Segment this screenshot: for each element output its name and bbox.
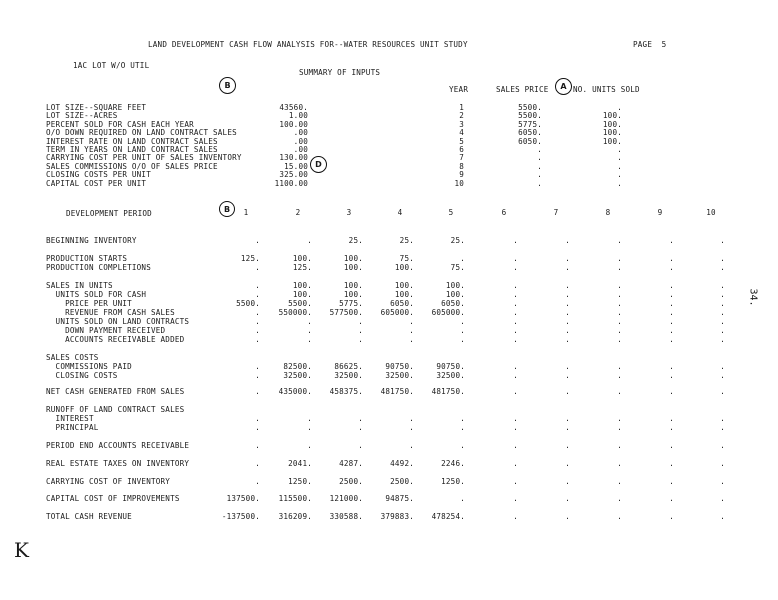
input-value: 1.00 <box>288 111 308 121</box>
flow-value-cell: 379883. <box>380 512 414 521</box>
flow-value-cell: . <box>617 326 622 335</box>
flow-value-cell: 4287. <box>339 459 363 468</box>
flow-value-cell: . <box>513 459 518 468</box>
flow-value-cell: . <box>565 371 570 380</box>
price-cell: . <box>537 145 542 154</box>
flow-value-cell: 75. <box>450 263 465 272</box>
year-cell: 4 <box>459 128 464 138</box>
flow-value-cell: 435000. <box>278 387 312 396</box>
flow-value-cell: . <box>617 494 622 503</box>
flow-value-cell: 100. <box>343 263 363 272</box>
input-value: 100.00 <box>279 119 308 129</box>
flow-value-cell: 2500. <box>339 477 363 486</box>
units-cell: . <box>617 153 622 163</box>
flow-value-cell: . <box>720 423 725 432</box>
flow-value-cell: . <box>617 263 622 272</box>
flow-value-cell: . <box>409 441 414 450</box>
flow-value-cell: . <box>513 423 518 432</box>
flow-value-cell: 2041. <box>288 459 312 468</box>
flow-value-cell: . <box>720 308 725 317</box>
flow-value-cell: . <box>669 371 674 380</box>
flow-value-cell: . <box>720 326 725 335</box>
year-cell: 3 <box>459 119 464 129</box>
flow-value-cell: . <box>255 236 260 245</box>
flow-value-cell: . <box>669 335 674 344</box>
units-cell: 100. <box>602 119 622 129</box>
flow-value-cell: . <box>255 441 260 450</box>
flow-value-cell: 90750. <box>436 362 465 371</box>
flow-value-cell: . <box>565 263 570 272</box>
input-label: SALES COMMISSIONS O/O OF SALES PRICE <box>46 161 218 171</box>
flow-row-label: SALES IN UNITS <box>46 281 113 290</box>
flow-value-cell: 5500. <box>288 299 312 308</box>
flow-value-cell: 90750. <box>385 362 414 371</box>
flow-row-label: UNITS SOLD ON LAND CONTRACTS <box>46 317 190 326</box>
input-value: 130.00 <box>279 153 308 163</box>
flow-value-cell: 481750. <box>380 387 414 396</box>
year-cell: 7 <box>459 153 464 163</box>
price-cell: 5500. <box>518 103 542 112</box>
flow-value-cell: 100. <box>343 281 363 290</box>
flow-value-cell: . <box>255 477 260 486</box>
flow-value-cell: . <box>669 477 674 486</box>
price-cell: . <box>537 153 542 163</box>
flow-value-cell: . <box>669 387 674 396</box>
flow-value-cell: . <box>255 281 260 290</box>
flow-value-cell: . <box>720 414 725 423</box>
year-cell: 6 <box>459 145 464 154</box>
flow-value-cell: . <box>255 414 260 423</box>
page-number: PAGE 5 <box>633 40 667 49</box>
input-value: 15.00 <box>284 161 308 171</box>
flow-value-cell: 100. <box>292 281 312 290</box>
flow-value-cell: 6050. <box>390 299 414 308</box>
flow-value-cell: 82500. <box>283 362 312 371</box>
flow-value-cell: 4492. <box>390 459 414 468</box>
year-cell: 1 <box>459 103 464 112</box>
flow-value-cell: 32500. <box>283 371 312 380</box>
flow-value-cell: . <box>720 362 725 371</box>
flow-value-cell: . <box>617 459 622 468</box>
units-cell: . <box>617 145 622 154</box>
flow-row-label: PERIOD END ACCOUNTS RECEIVABLE <box>46 441 190 450</box>
flow-value-cell: 25. <box>450 236 465 245</box>
flow-value-cell: . <box>617 477 622 486</box>
flow-value-cell: . <box>669 290 674 299</box>
flow-value-cell: . <box>358 441 363 450</box>
flow-value-cell: . <box>513 281 518 290</box>
flow-value-cell: 458375. <box>329 387 363 396</box>
flow-value-cell: . <box>255 326 260 335</box>
flow-value-cell: . <box>720 254 725 263</box>
flow-value-cell: . <box>617 335 622 344</box>
flow-value-cell: . <box>669 423 674 432</box>
flow-value-cell: . <box>565 414 570 423</box>
year-cell: 8 <box>459 161 464 171</box>
flow-value-cell: . <box>513 236 518 245</box>
input-value: .00 <box>293 145 308 154</box>
flow-value-cell: . <box>307 236 312 245</box>
flow-value-cell: . <box>513 512 518 521</box>
flow-value-cell: . <box>617 512 622 521</box>
flow-row-label: CAPITAL COST OF IMPROVEMENTS <box>46 494 180 503</box>
flow-value-cell: . <box>409 423 414 432</box>
flow-value-cell: . <box>617 281 622 290</box>
flow-value-cell: . <box>565 290 570 299</box>
flow-row-label: ACCOUNTS RECEIVABLE ADDED <box>46 335 185 344</box>
flow-value-cell: . <box>669 414 674 423</box>
flow-value-cell: 25. <box>399 236 414 245</box>
input-label: O/O DOWN REQUIRED ON LAND CONTRACT SALES <box>46 128 237 138</box>
flow-value-cell: 1250. <box>288 477 312 486</box>
marker-b-circle: B <box>219 77 236 94</box>
flow-value-cell: . <box>307 423 312 432</box>
flow-value-cell: . <box>513 254 518 263</box>
flow-value-cell: . <box>513 494 518 503</box>
flow-value-cell: . <box>255 362 260 371</box>
flow-value-cell: 125. <box>292 263 312 272</box>
flow-row-label: UNITS SOLD FOR CASH <box>46 290 147 299</box>
flow-value-cell: 316209. <box>278 512 312 521</box>
period-header-cell: 10 <box>706 208 716 217</box>
flow-value-cell: . <box>255 371 260 380</box>
flow-value-cell: . <box>617 414 622 423</box>
flow-value-cell: . <box>720 263 725 272</box>
flow-row-label: PRINCIPAL <box>46 423 99 432</box>
flow-value-cell: . <box>565 236 570 245</box>
flow-row-label: BEGINNING INVENTORY <box>46 236 137 245</box>
flow-value-cell: . <box>255 423 260 432</box>
input-value: .00 <box>293 128 308 138</box>
flow-value-cell: . <box>669 281 674 290</box>
year-cell: 9 <box>459 170 464 180</box>
flow-value-cell: 1250. <box>441 477 465 486</box>
flow-value-cell: . <box>565 441 570 450</box>
flow-row-label: NET CASH GENERATED FROM SALES <box>46 387 185 396</box>
flow-value-cell: . <box>617 308 622 317</box>
flow-value-cell: 2246. <box>441 459 465 468</box>
units-cell: . <box>617 161 622 171</box>
period-header-cell: 1 <box>243 208 249 217</box>
flow-value-cell: . <box>617 387 622 396</box>
period-header-cell: 8 <box>605 208 611 217</box>
units-cell: 100. <box>602 136 622 146</box>
flow-value-cell: . <box>255 459 260 468</box>
flow-value-cell: 25. <box>348 236 363 245</box>
flow-value-cell: . <box>720 459 725 468</box>
flow-row-label: INTEREST <box>46 414 94 423</box>
flow-value-cell: 478254. <box>431 512 465 521</box>
flow-value-cell: 121000. <box>329 494 363 503</box>
flow-value-cell: . <box>255 308 260 317</box>
flow-value-cell: 100. <box>394 263 414 272</box>
flow-value-cell: 100. <box>292 254 312 263</box>
flow-value-cell: . <box>720 477 725 486</box>
marker-d-circle: D <box>310 156 327 173</box>
flow-value-cell: . <box>720 387 725 396</box>
year-cell: 2 <box>459 111 464 121</box>
marker-a-circle: A <box>555 78 572 95</box>
flow-value-cell: . <box>513 263 518 272</box>
input-label: LOT SIZE--SQUARE FEET <box>46 103 147 112</box>
flow-value-cell: . <box>513 371 518 380</box>
flow-value-cell: 5775. <box>339 299 363 308</box>
flow-value-cell: 6050. <box>441 299 465 308</box>
flow-value-cell: 330588. <box>329 512 363 521</box>
flow-value-cell: . <box>513 299 518 308</box>
flow-value-cell: . <box>358 423 363 432</box>
flow-value-cell: . <box>307 326 312 335</box>
flow-value-cell: . <box>513 335 518 344</box>
flow-value-cell: . <box>669 441 674 450</box>
flow-value-cell: . <box>513 308 518 317</box>
flow-value-cell: . <box>720 371 725 380</box>
flow-value-cell: . <box>565 387 570 396</box>
case-subtitle: 1AC LOT W/O UTIL <box>73 61 150 70</box>
period-header-cell: 5 <box>448 208 454 217</box>
flow-value-cell: . <box>565 254 570 263</box>
flow-value-cell: . <box>720 290 725 299</box>
input-value: 43560. <box>279 103 308 112</box>
price-cell: 5500. <box>518 111 542 121</box>
flow-value-cell: . <box>669 263 674 272</box>
summary-title: SUMMARY OF INPUTS <box>299 68 381 77</box>
flow-value-cell: . <box>669 362 674 371</box>
flow-value-cell: . <box>255 387 260 396</box>
flow-value-cell: . <box>669 512 674 521</box>
flow-value-cell: 481750. <box>431 387 465 396</box>
flow-value-cell: . <box>513 414 518 423</box>
flow-value-cell: . <box>460 414 465 423</box>
flow-row-label: CARRYING COST OF INVENTORY <box>46 477 171 486</box>
flow-row-label: TOTAL CASH REVENUE <box>46 512 132 521</box>
flow-value-cell: . <box>307 335 312 344</box>
flow-value-cell: . <box>255 290 260 299</box>
flow-value-cell: 100. <box>445 290 465 299</box>
flow-value-cell: 32500. <box>385 371 414 380</box>
price-cell: . <box>537 170 542 180</box>
input-value: .00 <box>293 136 308 146</box>
flow-row-label: PRICE PER UNIT <box>46 299 132 308</box>
flow-value-cell: 577500. <box>329 308 363 317</box>
flow-value-cell: . <box>513 317 518 326</box>
flow-row-label: COMMISSIONS PAID <box>46 362 132 371</box>
flow-value-cell: . <box>460 254 465 263</box>
flow-value-cell: . <box>565 317 570 326</box>
flow-value-cell: . <box>669 459 674 468</box>
flow-row-label: REAL ESTATE TAXES ON INVENTORY <box>46 459 190 468</box>
input-label: CAPITAL COST PER UNIT <box>46 178 147 188</box>
flow-value-cell: . <box>669 308 674 317</box>
flow-value-cell: . <box>565 362 570 371</box>
flow-value-cell: 75. <box>399 254 414 263</box>
flow-value-cell: 94875. <box>385 494 414 503</box>
period-header-cell: 2 <box>295 208 301 217</box>
flow-row-label: SALES COSTS <box>46 353 99 362</box>
flow-value-cell: . <box>565 494 570 503</box>
flow-value-cell: . <box>617 362 622 371</box>
period-header-cell: 9 <box>657 208 663 217</box>
flow-value-cell: 605000. <box>431 308 465 317</box>
flow-value-cell: . <box>358 317 363 326</box>
price-cell: . <box>537 178 542 188</box>
flow-value-cell: . <box>255 335 260 344</box>
flow-value-cell: . <box>358 414 363 423</box>
flow-value-cell: . <box>513 326 518 335</box>
flow-value-cell: . <box>720 317 725 326</box>
input-value: 325.00 <box>279 170 308 180</box>
flow-value-cell: 100. <box>394 281 414 290</box>
flow-value-cell: . <box>617 290 622 299</box>
flow-value-cell: . <box>565 477 570 486</box>
year-header: YEAR <box>449 85 469 94</box>
flow-row-label: PRODUCTION COMPLETIONS <box>46 263 151 272</box>
flow-value-cell: . <box>669 236 674 245</box>
flow-value-cell: 125. <box>240 254 260 263</box>
flow-value-cell: . <box>460 335 465 344</box>
flow-value-cell: . <box>565 512 570 521</box>
flow-value-cell: . <box>409 335 414 344</box>
flow-value-cell: . <box>307 414 312 423</box>
flow-value-cell: . <box>565 299 570 308</box>
flow-value-cell: . <box>358 335 363 344</box>
flow-value-cell: 605000. <box>380 308 414 317</box>
flow-value-cell: . <box>720 494 725 503</box>
input-value: 1100.00 <box>274 178 308 188</box>
input-label: TERM IN YEARS ON LAND CONTRACT SALES <box>46 145 218 154</box>
flow-value-cell: 32500. <box>436 371 465 380</box>
flow-value-cell: . <box>513 441 518 450</box>
flow-value-cell: . <box>617 299 622 308</box>
period-header-cell: 3 <box>346 208 352 217</box>
flow-value-cell: . <box>460 326 465 335</box>
flow-value-cell: . <box>409 326 414 335</box>
flow-row-label: CLOSING COSTS <box>46 371 118 380</box>
flow-value-cell: . <box>307 317 312 326</box>
price-cell: 5775. <box>518 119 542 129</box>
flow-value-cell: . <box>565 326 570 335</box>
price-cell: . <box>537 161 542 171</box>
flow-value-cell: . <box>617 236 622 245</box>
flow-value-cell: -137500. <box>221 512 260 521</box>
period-header-cell: 4 <box>397 208 403 217</box>
flow-value-cell: . <box>669 254 674 263</box>
year-cell: 5 <box>459 136 464 146</box>
flow-value-cell: . <box>513 387 518 396</box>
flow-value-cell: 32500. <box>334 371 363 380</box>
report-title: LAND DEVELOPMENT CASH FLOW ANALYSIS FOR--WATER RESOURCES UNIT STUDY <box>148 40 468 49</box>
flow-value-cell: 115500. <box>278 494 312 503</box>
flow-value-cell: 550000. <box>278 308 312 317</box>
input-label: CLOSING COSTS PER UNIT <box>46 170 151 180</box>
flow-value-cell: . <box>617 441 622 450</box>
units-cell: 100. <box>602 128 622 138</box>
flow-value-cell: . <box>565 335 570 344</box>
development-period-label: DEVELOPMENT PERIOD <box>66 209 152 218</box>
flow-value-cell: . <box>513 290 518 299</box>
flow-value-cell: . <box>565 308 570 317</box>
flow-value-cell: 2500. <box>390 477 414 486</box>
flow-value-cell: . <box>460 441 465 450</box>
flow-value-cell: . <box>617 254 622 263</box>
flow-row-label: REVENUE FROM CASH SALES <box>46 308 175 317</box>
flow-value-cell: . <box>617 423 622 432</box>
flow-value-cell: . <box>513 362 518 371</box>
units-cell: 100. <box>602 111 622 121</box>
units-sold-header: NO. UNITS SOLD <box>573 85 640 94</box>
handwritten-initial: K <box>14 538 29 562</box>
flow-row-label: RUNOFF OF LAND CONTRACT SALES <box>46 405 185 414</box>
flow-value-cell: . <box>669 317 674 326</box>
flow-value-cell: . <box>565 423 570 432</box>
flow-value-cell: . <box>255 317 260 326</box>
input-label: PERCENT SOLD FOR CASH EACH YEAR <box>46 119 194 129</box>
flow-value-cell: . <box>460 317 465 326</box>
flow-value-cell: . <box>720 512 725 521</box>
flow-value-cell: . <box>720 299 725 308</box>
flow-value-cell: . <box>669 326 674 335</box>
price-cell: 6050. <box>518 128 542 138</box>
flow-value-cell: 100. <box>343 254 363 263</box>
flow-row-label: PRODUCTION STARTS <box>46 254 128 263</box>
flow-value-cell: . <box>358 326 363 335</box>
flow-value-cell: . <box>669 494 674 503</box>
marker-b-circle-2: B <box>219 201 235 217</box>
flow-value-cell: . <box>409 317 414 326</box>
units-cell: . <box>617 170 622 180</box>
flow-value-cell: 5500. <box>236 299 260 308</box>
flow-value-cell: . <box>307 441 312 450</box>
flow-value-cell: . <box>565 281 570 290</box>
margin-page-note: 34. <box>747 288 759 307</box>
flow-value-cell: . <box>255 263 260 272</box>
flow-value-cell: . <box>409 414 414 423</box>
flow-value-cell: . <box>513 477 518 486</box>
flow-value-cell: . <box>565 459 570 468</box>
units-cell: . <box>617 178 622 188</box>
flow-value-cell: 86625. <box>334 362 363 371</box>
units-cell: . <box>617 103 622 112</box>
period-header-cell: 7 <box>553 208 559 217</box>
flow-value-cell: . <box>460 423 465 432</box>
flow-value-cell: 100. <box>292 290 312 299</box>
price-cell: 6050. <box>518 136 542 146</box>
flow-value-cell: . <box>720 281 725 290</box>
input-label: CARRYING COST PER UNIT OF SALES INVENTORY <box>46 153 242 163</box>
input-label: INTEREST RATE ON LAND CONTRACT SALES <box>46 136 218 146</box>
flow-value-cell: 137500. <box>226 494 260 503</box>
input-label: LOT SIZE--ACRES <box>46 111 118 121</box>
flow-value-cell: . <box>617 317 622 326</box>
period-header-cell: 6 <box>501 208 507 217</box>
year-cell: 10 <box>454 178 464 188</box>
flow-value-cell: 100. <box>394 290 414 299</box>
flow-value-cell: . <box>460 494 465 503</box>
flow-value-cell: . <box>669 299 674 308</box>
flow-value-cell: . <box>617 371 622 380</box>
flow-value-cell: 100. <box>445 281 465 290</box>
flow-value-cell: . <box>720 335 725 344</box>
flow-value-cell: 100. <box>343 290 363 299</box>
flow-value-cell: . <box>720 441 725 450</box>
sales-price-header: SALES PRICE <box>496 85 549 94</box>
flow-value-cell: . <box>720 236 725 245</box>
flow-row-label: DOWN PAYMENT RECEIVED <box>46 326 166 335</box>
